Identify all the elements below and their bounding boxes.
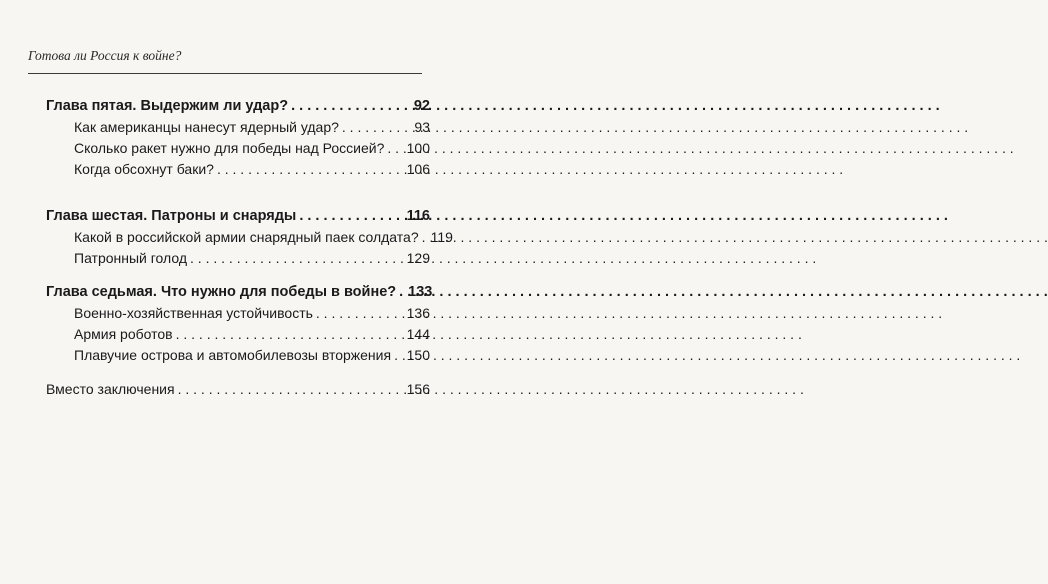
toc-section-title: Какой в российской армии снарядный паек солдата? — [74, 229, 419, 245]
header-rule — [28, 73, 422, 74]
toc-page-number: 133 — [408, 284, 433, 300]
toc-section — [46, 138, 430, 159]
toc-section-title: Сколько ракет нужно для победы над Россией? — [74, 140, 385, 156]
dot-leader — [422, 227, 428, 248]
toc-section — [46, 303, 430, 324]
toc-section — [46, 117, 430, 138]
toc-section — [46, 324, 430, 345]
dot-leader — [190, 248, 404, 269]
toc-section-title: Как американцы нанесут ядерный удар? — [74, 119, 339, 135]
dot-leader — [299, 206, 403, 227]
toc-section — [46, 159, 430, 180]
toc-page-number: 136 — [406, 305, 430, 321]
toc-page-number: 144 — [406, 326, 430, 342]
spacer — [46, 269, 430, 282]
toc-chapter-7 — [46, 282, 433, 303]
dot-leader — [394, 345, 404, 366]
dot-leader — [291, 96, 411, 117]
toc-closing — [46, 379, 430, 400]
running-header: Готова ли Россия к войне? — [28, 48, 182, 63]
toc-section-title: Плавучие острова и автомобилевозы вторжения — [74, 347, 392, 363]
toc-section-title: Патронный голод — [74, 250, 188, 266]
dot-leader — [176, 324, 404, 345]
toc-page-number: 156 — [406, 381, 430, 397]
toc-page-number: 129 — [406, 250, 430, 266]
toc-page-number: 100 — [406, 140, 430, 156]
toc-chapter-title: Глава шестая. Патроны и снаряды — [46, 208, 297, 224]
toc-chapter-title: Глава седьмая. Что нужно для победы в войне? — [46, 284, 397, 300]
toc-section — [46, 227, 453, 248]
dot-leader — [387, 138, 403, 159]
toc-page-number: 150 — [406, 347, 430, 363]
table-of-contents — [46, 96, 453, 400]
dot-leader — [342, 117, 412, 138]
toc-page-number: 92 — [413, 98, 430, 114]
dot-leader — [316, 303, 404, 324]
toc-section — [46, 248, 430, 269]
dot-leader — [399, 282, 405, 303]
toc-page-number: 106 — [406, 161, 430, 177]
toc-chapter-6 — [46, 206, 430, 227]
toc-page-number: 93 — [414, 119, 430, 135]
toc-section — [46, 345, 430, 366]
toc-section-title: Когда обсохнут баки? — [74, 161, 214, 177]
toc-closing-title: Вместо заключения — [46, 381, 175, 397]
toc-section-title: Армия роботов — [74, 326, 173, 342]
spacer — [46, 180, 430, 206]
spacer — [46, 366, 430, 379]
toc-page-number: 119 — [430, 229, 453, 245]
dot-leader — [178, 379, 404, 400]
toc-page-number: 116 — [406, 208, 430, 224]
toc-chapter-5 — [46, 96, 430, 117]
toc-chapter-title: Глава пятая. Выдержим ли удар? — [46, 98, 289, 114]
dot-leader — [217, 159, 404, 180]
toc-section-title: Военно-хозяйственная устойчивость — [74, 305, 313, 321]
